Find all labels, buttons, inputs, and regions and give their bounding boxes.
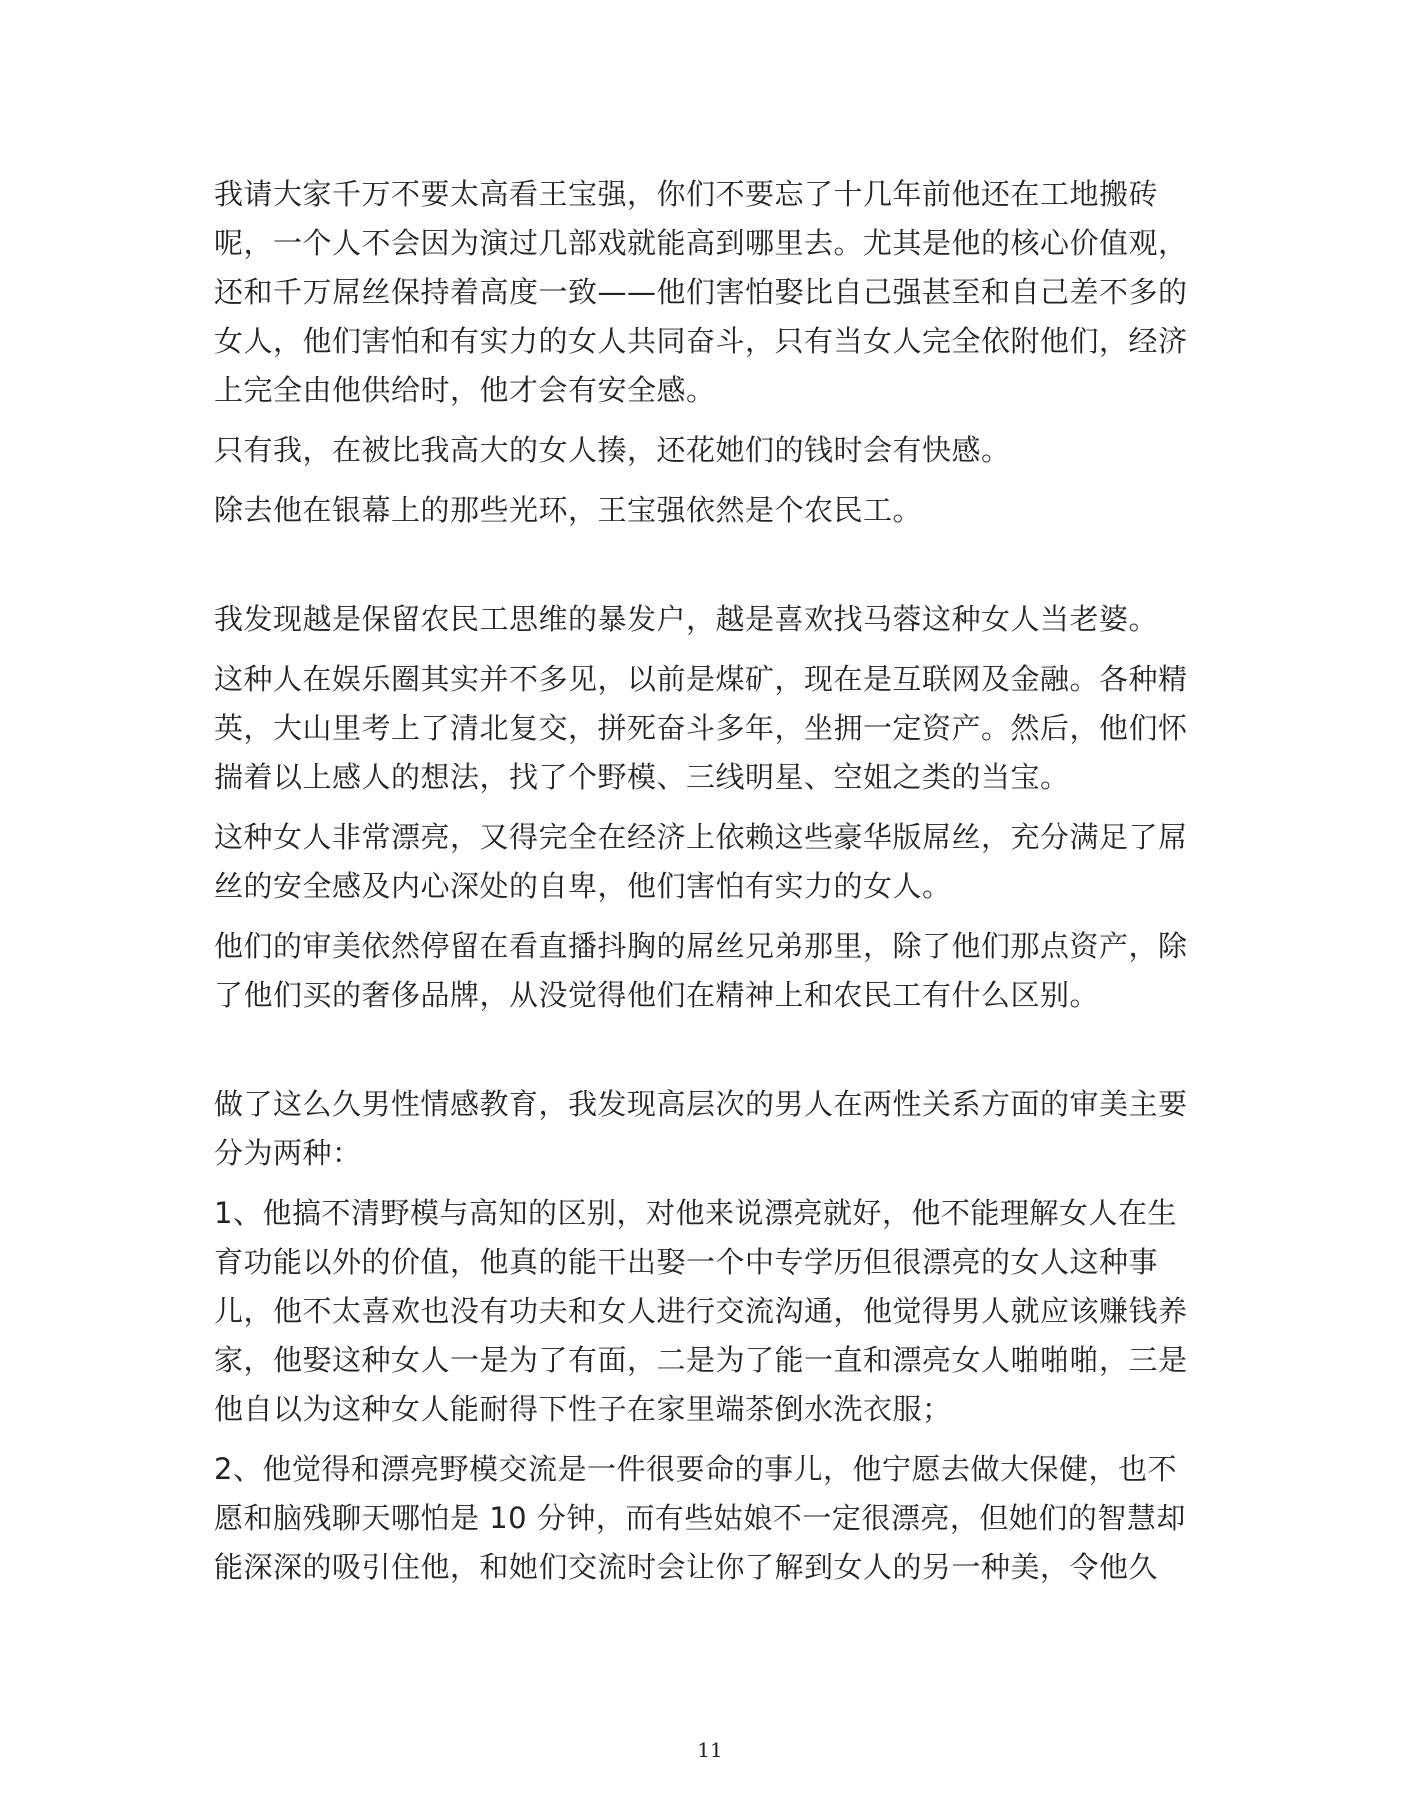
paragraph: 做了这么久男性情感教育，我发现高层次的男人在两性关系方面的审美主要分为两种：	[214, 1087, 1188, 1170]
paragraph: 这种女人非常漂亮，又得完全在经济上依赖这些豪华版屌丝，充分满足了屌丝的安全感及内心深处的自卑，他们害怕有实力的女人。	[214, 820, 1188, 903]
list-item-paragraph: 1、他搞不清野模与高知的区别，对他来说漂亮就好，他不能理解女人在生育功能以外的价值，他真的能干出娶一个中专学历但很漂亮的女人这种事儿，他不太喜欢也没有功夫和女人进行交流沟通，他觉得男人就应该赚钱养家，他娶这种女人一是为了有面，二是为了能一直和漂亮女人啪啪啪，三是他自以为这种女人能耐得下性子在家里端茶倒水洗衣服；	[214, 1196, 1188, 1426]
list-item-paragraph: 2、他觉得和漂亮野模交流是一件很要命的事儿，他宁愿去做大保健，也不愿和脑残聊天哪怕是 10 分钟，而有些姑娘不一定很漂亮，但她们的智慧却能深深的吸引住他，和她们交流时会让你了解到女人的另一种美，令他久	[214, 1452, 1186, 1584]
paragraph: 他们的审美依然停留在看直播抖胸的屌丝兄弟那里，除了他们那点资产，除了他们买的奢侈品牌，从没觉得他们在精神上和农民工有什么区别。	[214, 929, 1188, 1012]
paragraph: 只有我，在被比我高大的女人揍，还花她们的钱时会有快感。	[214, 433, 1011, 467]
page-number: 11	[697, 1738, 723, 1762]
paragraph: 这种人在娱乐圈其实并不多见，以前是煤矿，现在是互联网及金融。各种精英，大山里考上了清北复交，拼死奋斗多年，坐拥一定资产。然后，他们怀揣着以上感人的想法，找了个野模、三线明星、空姐之类的当宝。	[214, 662, 1188, 794]
paragraph: 我发现越是保留农民工思维的暴发户，越是喜欢找马蓉这种女人当老婆。	[214, 602, 1159, 636]
document-body	[214, 170, 1204, 1592]
paragraph: 我请大家千万不要太高看王宝强，你们不要忘了十几年前他还在工地搬砖呢，一个人不会因为演过几部戏就能高到哪里去。尤其是他的核心价值观，还和千万屌丝保持着高度一致——他们害怕娶比自己强甚至和自己差不多的女人，他们害怕和有实力的女人共同奋斗，只有当女人完全依附他们，经济上完全由他供给时，他才会有安全感。	[214, 177, 1188, 407]
paragraph: 除去他在银幕上的那些光环，王宝强依然是个农民工。	[214, 493, 923, 527]
